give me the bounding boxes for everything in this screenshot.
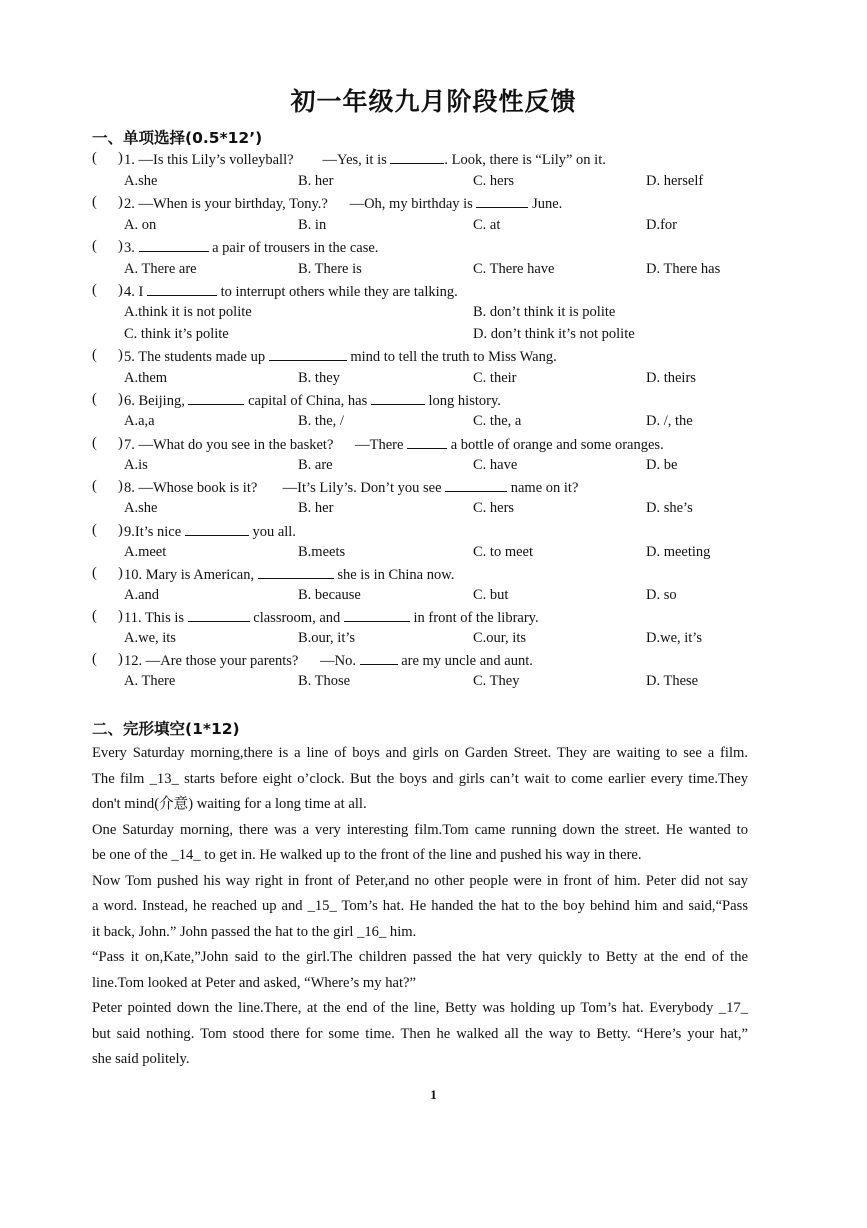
answer-paren-open: ( xyxy=(92,651,97,667)
answer-blank xyxy=(407,435,447,449)
answer-blank xyxy=(188,608,250,622)
option-b: B. they xyxy=(298,370,340,386)
passage-line: don't mind(介意) waiting for a long time at all. xyxy=(92,796,367,812)
stem-text: 2. —When is your birthday, Tony.? —Oh, my birthday is xyxy=(124,196,477,212)
passage-line: a word. Instead, he reached up and _15_ Tom’s hat. He handed the hat to the boy behind him and said,“Pass xyxy=(92,898,748,914)
question-stem xyxy=(124,347,557,366)
stem-text: to interrupt others while they are talking. xyxy=(216,284,458,300)
answer-blank xyxy=(185,522,249,536)
option-d: D. meeting xyxy=(646,544,711,560)
stem-text: June. xyxy=(528,196,563,212)
option-c: C. hers xyxy=(473,500,515,516)
stem-text: long history. xyxy=(424,393,501,409)
answer-paren-open: ( xyxy=(92,565,97,581)
passage-line: Every Saturday morning,there is a line of boys and girls on Garden Street. They are waiting to see a film. xyxy=(92,745,748,761)
question-8 xyxy=(92,478,827,500)
question-stem xyxy=(124,435,664,454)
option-b: B. are xyxy=(298,457,333,473)
answer-blank xyxy=(147,282,217,296)
question-10 xyxy=(92,565,827,587)
option-d: D. so xyxy=(646,587,677,603)
stem-text: mind to tell the truth to Miss Wang. xyxy=(346,349,557,365)
question-6 xyxy=(92,391,827,413)
stem-text: name on it? xyxy=(507,480,579,496)
answer-blank xyxy=(269,347,347,361)
option-a: A.and xyxy=(124,587,160,603)
option-c: C. hers xyxy=(473,173,515,189)
option-d: D.for xyxy=(646,217,678,233)
stem-text: are my uncle and aunt. xyxy=(397,653,533,669)
question-5 xyxy=(92,347,827,369)
option-c: C. the, a xyxy=(473,413,522,429)
question-stem xyxy=(124,651,533,670)
stem-text: she is in China now. xyxy=(333,567,455,583)
cloze-passage xyxy=(92,741,748,1073)
answer-blank xyxy=(371,391,425,405)
option-c: C. There have xyxy=(473,261,555,277)
section2-heading: 二、完形填空(1*12) xyxy=(92,720,240,738)
answer-blank xyxy=(188,391,244,405)
answer-paren-close: ) xyxy=(118,478,123,494)
question-12 xyxy=(92,651,827,673)
answer-paren-close: ) xyxy=(118,238,123,254)
option-a: A.meet xyxy=(124,544,167,560)
stem-text: a bottle of orange and some oranges. xyxy=(447,437,664,453)
answer-blank xyxy=(476,194,528,208)
question-2 xyxy=(92,194,827,216)
question-stem xyxy=(124,522,296,541)
stem-text: 5. The students made up xyxy=(124,349,269,365)
passage-line: but said nothing. Tom stood there for some time. Then he walked all the way to Betty. “Here’s your hat,” xyxy=(92,1025,748,1042)
answer-paren-open: ( xyxy=(92,347,97,363)
stem-text: 10. Mary is American, xyxy=(124,567,258,583)
passage-line: The film _13_ starts before eight o’clock. But the boys and girls can’t wait to come earlier every time.They xyxy=(92,770,748,787)
answer-paren-open: ( xyxy=(92,282,97,298)
option-b: B. her xyxy=(298,500,334,516)
option-b: B. Those xyxy=(298,673,351,689)
stem-text: you all. xyxy=(248,524,296,540)
answer-blank xyxy=(360,651,398,665)
question-stem xyxy=(124,391,501,410)
option-a: A. on xyxy=(124,217,157,233)
question-9 xyxy=(92,522,827,544)
option-a: A.she xyxy=(124,500,158,516)
passage-line: Peter pointed down the line.There, at the end of the line, Betty was holding up Tom’s hat. Everybody _17_ xyxy=(92,1000,748,1016)
option-a: A.them xyxy=(124,370,168,386)
answer-paren-close: ) xyxy=(118,565,123,581)
answer-paren-close: ) xyxy=(118,282,123,298)
question-stem xyxy=(124,194,562,213)
answer-paren-close: ) xyxy=(118,194,123,210)
stem-text: 12. —Are those your parents? —No. xyxy=(124,653,360,669)
stem-text: 1. —Is this Lily’s volleyball? —Yes, it is xyxy=(124,152,391,168)
option-c: C.our, its xyxy=(473,630,526,646)
stem-text: 11. This is xyxy=(124,610,188,626)
stem-text: capital of China, has xyxy=(244,393,371,409)
passage-line: she said politely. xyxy=(92,1051,190,1067)
option-a: A. There are xyxy=(124,261,197,277)
option-d: D. be xyxy=(646,457,678,473)
stem-text: 6. Beijing, xyxy=(124,393,189,409)
answer-paren-close: ) xyxy=(118,150,123,166)
question-3 xyxy=(92,238,827,260)
option-b: B. because xyxy=(298,587,361,603)
option-b: B. her xyxy=(298,173,334,189)
passage-line: it back, John.” John passed the hat to the girl _16_ him. xyxy=(92,923,417,940)
option-b: B. There is xyxy=(298,261,362,277)
answer-paren-close: ) xyxy=(118,651,123,667)
answer-paren-open: ( xyxy=(92,194,97,210)
answer-paren-close: ) xyxy=(118,347,123,363)
question-stem xyxy=(124,478,578,497)
option-a: A.she xyxy=(124,173,158,189)
answer-paren-close: ) xyxy=(118,435,123,451)
option-c: C. their xyxy=(473,370,517,386)
stem-text: in front of the library. xyxy=(409,610,539,626)
option-b: B.meets xyxy=(298,544,346,560)
option-c: C. have xyxy=(473,457,518,473)
question-stem xyxy=(124,238,378,257)
option-d: D. These xyxy=(646,673,699,689)
question-7 xyxy=(92,435,827,457)
option-d: D. theirs xyxy=(646,370,696,386)
page-number: 1 xyxy=(430,1087,437,1102)
answer-paren-open: ( xyxy=(92,608,97,624)
section1-heading: 一、单项选择(0.5*12’) xyxy=(92,129,263,147)
answer-paren-open: ( xyxy=(92,435,97,451)
option-c: C. think it’s polite xyxy=(124,326,229,342)
option-b: B. don’t think it is polite xyxy=(473,304,616,320)
option-b: B. in xyxy=(298,217,327,233)
passage-line: be one of the _14_ to get in. He walked up to the front of the line and pushed his way in there. xyxy=(92,847,642,863)
stem-text: 9.It’s nice xyxy=(124,524,185,540)
stem-text: 3. xyxy=(124,240,139,256)
answer-blank xyxy=(139,238,209,252)
question-11 xyxy=(92,608,827,630)
passage-line: One Saturday morning, there was a very interesting film.Tom came running down the street. He wanted to xyxy=(92,821,748,838)
option-c: C. to meet xyxy=(473,544,534,560)
answer-paren-open: ( xyxy=(92,238,97,254)
question-4 xyxy=(92,282,827,304)
question-stem xyxy=(124,282,458,301)
option-c: C. at xyxy=(473,217,501,233)
option-a: A. There xyxy=(124,673,176,689)
question-stem xyxy=(124,608,539,627)
option-a: A.think it is not polite xyxy=(124,304,252,320)
option-d: D. /, the xyxy=(646,413,693,429)
page-title: 初一年级九月阶段性反馈 xyxy=(290,87,577,116)
option-d: D.we, it’s xyxy=(646,630,702,646)
answer-paren-open: ( xyxy=(92,150,97,166)
passage-line: Now Tom pushed his way right in front of Peter,and no other people were in front of him. Peter did not say xyxy=(92,872,748,889)
answer-paren-open: ( xyxy=(92,478,97,494)
answer-paren-open: ( xyxy=(92,391,97,407)
passage-line: line.Tom looked at Peter and asked, “Where’s my hat?” xyxy=(92,974,416,991)
answer-paren-close: ) xyxy=(118,608,123,624)
option-d: D. There has xyxy=(646,261,721,277)
question-1 xyxy=(92,150,827,172)
option-d: D. she’s xyxy=(646,500,693,516)
stem-text: . Look, there is “Lily” on it. xyxy=(444,152,606,168)
option-c: C. They xyxy=(473,673,520,689)
stem-text: 7. —What do you see in the basket? —There xyxy=(124,437,408,453)
option-a: A.is xyxy=(124,457,148,473)
option-a: A.we, its xyxy=(124,630,176,646)
stem-text: 4. I xyxy=(124,284,147,300)
passage-line: “Pass it on,Kate,”John said to the girl.The children passed the hat very quickly to Betty at the end of the xyxy=(92,949,748,965)
answer-paren-open: ( xyxy=(92,522,97,538)
answer-blank xyxy=(390,150,444,164)
option-d: D. don’t think it’s not polite xyxy=(473,326,635,342)
question-stem xyxy=(124,150,606,169)
answer-paren-close: ) xyxy=(118,522,123,538)
option-c: C. but xyxy=(473,587,509,603)
question-stem xyxy=(124,565,454,584)
answer-blank xyxy=(344,608,410,622)
option-d: D. herself xyxy=(646,173,704,189)
answer-blank xyxy=(445,478,507,492)
stem-text: a pair of trousers in the case. xyxy=(208,240,379,256)
answer-blank xyxy=(258,565,334,579)
option-b: B.our, it’s xyxy=(298,630,356,646)
answer-paren-close: ) xyxy=(118,391,123,407)
stem-text: 8. —Whose book is it? —It’s Lily’s. Don’t you see xyxy=(124,480,446,496)
option-a: A.a,a xyxy=(124,413,155,429)
stem-text: classroom, and xyxy=(249,610,344,626)
option-b: B. the, / xyxy=(298,413,344,429)
